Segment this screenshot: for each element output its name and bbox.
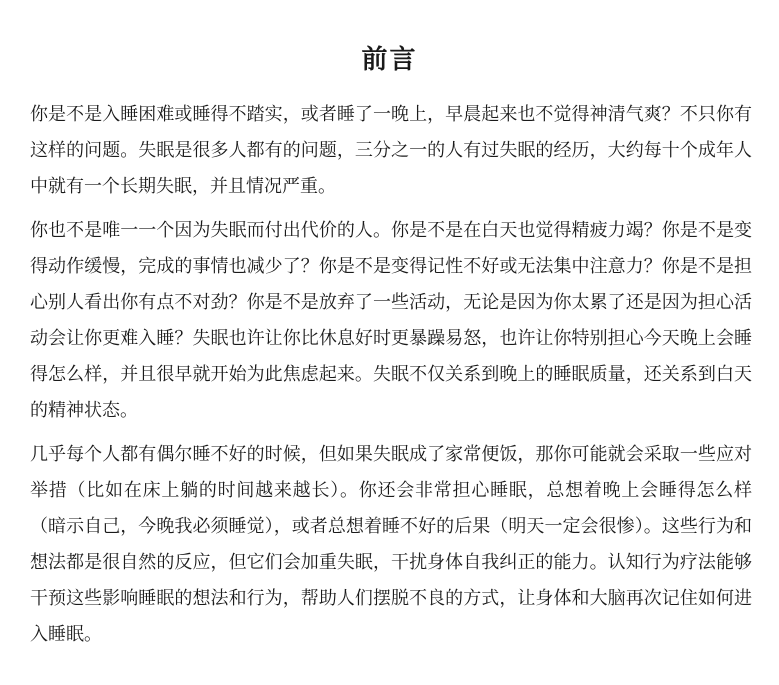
paragraph-3: 几乎每个人都有偶尔睡不好的时候，但如果失眠成了家常便饭，那你可能就会采取一些应对举措（比如在床上躺的时间越来越长）。你还会非常担心睡眠，总想着晚上会睡得怎么样（暗示自己，今晚我必须睡觉），或者总想着睡不好的后果（明天一定会很惨）。这些行为和想法都是很自然的反应，但它们会加重失眠，干扰身体自我纠正的能力。认知行为疗法能够干预这些影响睡眠的想法和行为，帮助人们摆脱不良的方式，让身体和大脑再次记住如何进入睡眠。 bbox=[30, 444, 752, 645]
paragraph-1: 你是不是入睡困难或睡得不踏实，或者睡了一晚上，早晨起来也不觉得神清气爽？不只你有这样的问题。失眠是很多人都有的问题，三分之一的人有过失眠的经历，大约每十个成年人中就有一个长期失眠，并且情况严重。 bbox=[30, 104, 752, 197]
body-text bbox=[30, 97, 752, 653]
paragraph-2: 你也不是唯一一个因为失眠而付出代价的人。你是不是在白天也觉得精疲力竭？你是不是变得动作缓慢，完成的事情也减少了？你是不是变得记性不好或无法集中注意力？你是不是担心别人看出你有点不对劲？你是不是放弃了一些活动，无论是因为你太累了还是因为担心活动会让你更难入睡？失眠也许让你比休息好时更暴躁易怒，也许让你特别担心今天晚上会睡得怎么样，并且很早就开始为此焦虑起来。失眠不仅关系到晚上的睡眠质量，还关系到白天的精神状态。 bbox=[30, 220, 752, 421]
page-title: 前言 bbox=[361, 45, 418, 75]
